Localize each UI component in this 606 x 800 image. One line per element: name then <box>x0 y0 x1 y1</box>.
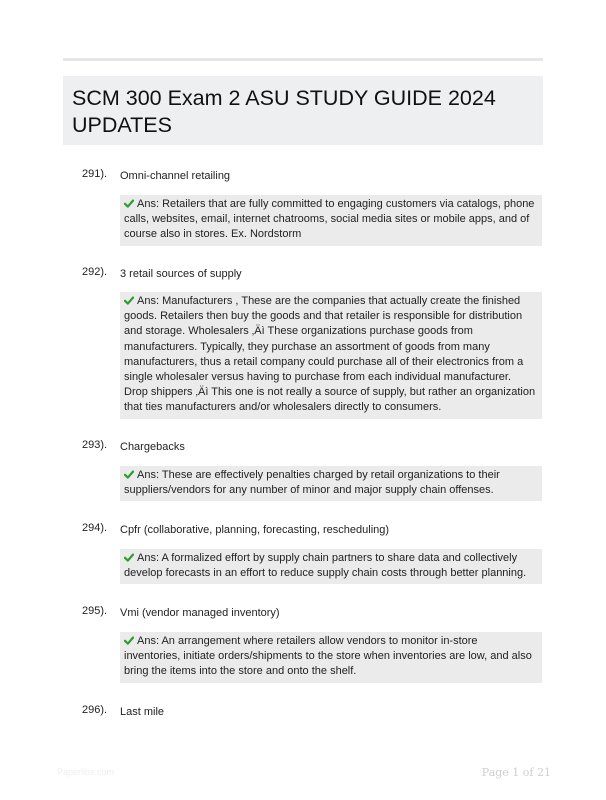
answer-text: Ans: An arrangement where retailers allow vendors to monitor in-store inventories, initiate orders/shipments to the store when inventories are low, and also bring the items into the store and onto the shelf. <box>124 635 532 678</box>
top-divider <box>63 58 543 61</box>
answer-box <box>120 549 542 584</box>
title-banner <box>63 76 543 145</box>
check-icon <box>124 553 134 562</box>
question-term: Vmi (vendor managed inventory) <box>120 607 280 619</box>
answer-text: Ans: Retailers that are fully committed to engaging customers via catalogs, phone calls, websites, email, internet chatrooms, social media sites or mobile apps, and of course also in stores. Ex. Nordstorm <box>124 198 535 241</box>
question-term: Last mile <box>120 706 165 718</box>
check-icon <box>124 470 134 479</box>
question-number: 294). <box>82 522 108 534</box>
answer-box <box>120 466 542 501</box>
question-number: 295). <box>82 605 108 617</box>
answer-text: Ans: A formalized effort by supply chain partners to share data and collectively develop forecasts in an effort to reduce supply chain costs through better planning. <box>124 552 527 580</box>
question-number: 291). <box>82 168 108 180</box>
question-item <box>82 168 542 246</box>
question-item <box>82 439 542 501</box>
check-icon <box>124 636 134 645</box>
question-term: 3 retail sources of supply <box>120 268 242 280</box>
answer-box <box>120 632 542 683</box>
question-item <box>82 605 542 683</box>
question-item <box>82 704 542 722</box>
question-number: 293). <box>82 439 108 451</box>
page-title: SCM 300 Exam 2 ASU STUDY GUIDE 2024 UPDATES <box>72 86 496 137</box>
page-indicator: Page 1 of 21 <box>481 766 551 779</box>
check-icon <box>124 296 134 305</box>
question-item <box>82 522 542 584</box>
answer-text: Ans: Manufacturers , These are the companies that actually create the finished goods. Retailers then buy the goods and that retailer is responsible for distribution and storage. Wholesalers ‚Äì These organizations purchase goods from manufacturers. Typically, they purchase an assortment of goods from many manufacturers, thus a retail company could purchase all of their electronics from a single wholesaler versus having to purchase from each individual manufacturer. Drop shippers ‚Äì This one is not really a source of supply, but rather an organization that ties manufacturers and/or wholesalers directly to consumers. <box>124 295 536 414</box>
question-term: Chargebacks <box>120 441 185 453</box>
answer-box <box>120 292 542 419</box>
check-icon <box>124 199 134 208</box>
question-term: Omni-channel retailing <box>120 170 231 182</box>
question-number: 296). <box>82 704 108 716</box>
question-term: Cpfr (collaborative, planning, forecasting, rescheduling) <box>120 524 390 536</box>
footer-watermark: Paperlibs.com <box>57 767 115 777</box>
question-item <box>82 266 542 419</box>
answer-text: Ans: These are effectively penalties charged by retail organizations to their suppliers/vendors for any number of minor and major supply chain offenses. <box>124 469 500 497</box>
answer-box <box>120 195 542 246</box>
question-number: 292). <box>82 266 108 278</box>
